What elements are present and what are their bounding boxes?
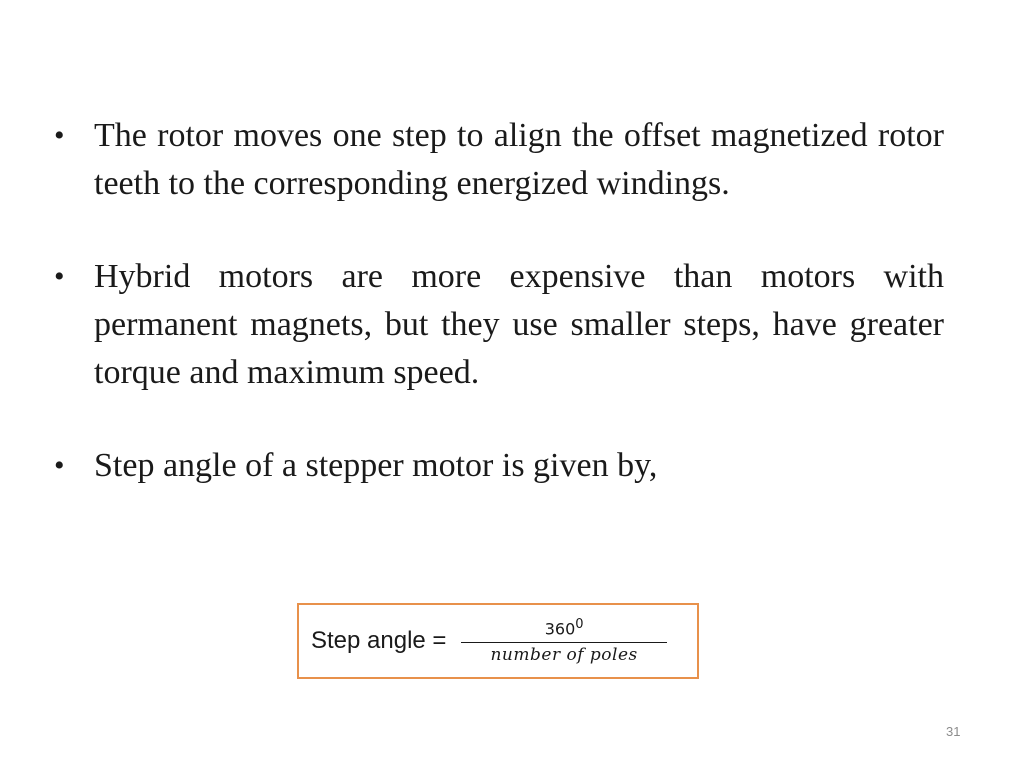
formula-lhs: Step angle = [311, 627, 454, 654]
step-angle-formula-box [297, 603, 699, 679]
bullet-item [52, 253, 944, 397]
numerator-value: 360 [544, 619, 576, 639]
bullet-text: Step angle of a stepper motor is given by, [94, 447, 658, 484]
bullet-text: Hybrid motors are more expensive than motors with permanent magnets, but they use smaller steps, have greater torque and maximum speed. [94, 258, 944, 391]
bullet-marker: • [54, 449, 65, 482]
bullet-marker: • [54, 260, 65, 293]
bullet-marker: • [54, 119, 65, 152]
bullet-item [52, 112, 944, 208]
formula-numerator [545, 615, 584, 641]
formula-denominator: number of poles [490, 644, 638, 665]
formula-fraction [461, 615, 667, 666]
bullet-item [52, 442, 944, 490]
bullet-list [52, 112, 944, 535]
degree-superscript: 0 [575, 617, 584, 633]
page-number: 31 [946, 724, 961, 739]
bullet-text: The rotor moves one step to align the offset magnetized rotor teeth to the corresponding energized windings. [94, 117, 944, 202]
